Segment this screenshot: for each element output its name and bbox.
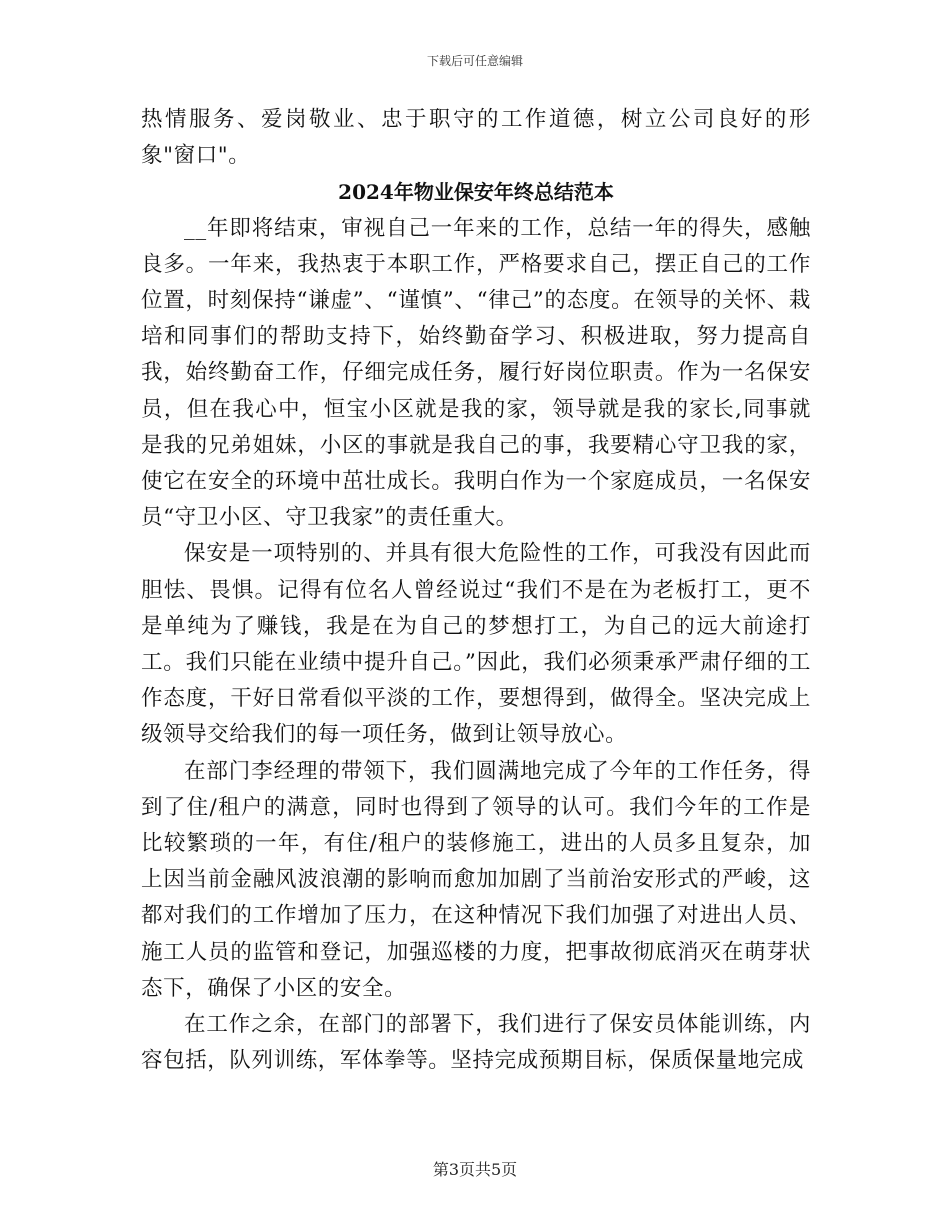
document-title: 2024年物业保安年终总结范本 <box>338 180 614 205</box>
page-footer: 第3页共5页 <box>432 1160 518 1179</box>
paragraph-1: __年即将结束，审视自己一年来的工作，总结一年的得失，感触良多。一年来，我热衷于本职工作，严格要求自己，摆正自己的工作位置，时刻保持“谦虚”、“谨慎”、“律己”的态度。在领导的关怀、栽培和同事们的帮助支持下，始终勤奋学习、积极进取，努力提高自我，始终勤奋工作，仔细完成任务，履行好岗位职责。作为一名保安员，但在我心中，恒宝小区就是我的家，领导就是我的家长,同事就是我的兄弟姐妹，小区的事就是我自己的事，我要精心守卫我的家，使它在安全的环境中茁壮成长。我明白作为一个家庭成员，一名保安员“守卫小区、守卫我家”的责任重大。 <box>141 215 811 531</box>
document-body <box>141 102 811 1079</box>
page-header: 下载后可任意编辑 <box>426 54 523 68</box>
paragraph-3: 在部门李经理的带领下，我们圆满地完成了今年的工作任务，得到了住/租户的满意，同时也得到了领导的认可。我们今年的工作是比较繁琐的一年，有住/租户的装修施工，进出的人员多且复杂，加上因当前金融风波浪潮的影响而愈加加剧了当前治安形式的严峻，这都对我们的工作增加了压力，在这种情况下我们加强了对进出人员、施工人员的监管和登记，加强巡楼的力度，把事故彻底消灭在萌芽状态下，确保了小区的安全。 <box>141 758 811 1001</box>
lead-paragraph: 热情服务、爱岗敬业、忠于职守的工作道德，树立公司良好的形象"窗口"。 <box>141 107 811 169</box>
paragraph-4: 在工作之余，在部门的部署下，我们进行了保安员体能训练，内容包括，队列训练，军体拳等。坚持完成预期目标，保质保量地完成 <box>141 1012 811 1074</box>
paragraph-2: 保安是一项特别的、并具有很大危险性的工作，可我没有因此而胆怯、畏惧。记得有位名人曾经说过“我们不是在为老板打工，更不是单纯为了赚钱，我是在为自己的梦想打工，为自己的远大前途打工。我们只能在业绩中提升自己。”因此，我们必须秉承严肃仔细的工作态度，干好日常看似平淡的工作，要想得到，做得全。坚决完成上级领导交给我们的每一项任务，做到让领导放心。 <box>141 541 811 748</box>
